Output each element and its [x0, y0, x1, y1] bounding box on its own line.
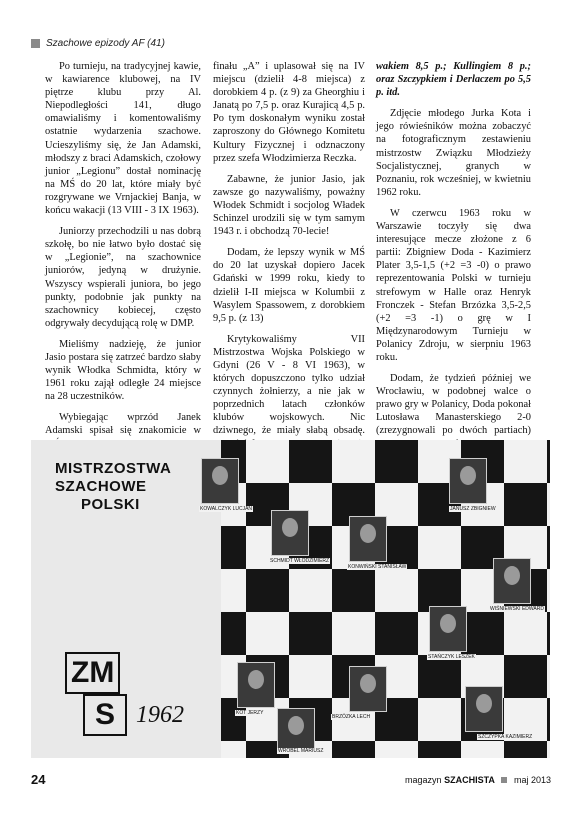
photo-year: 1962 — [136, 702, 184, 728]
section-title: Szachowe epizody AF (41) — [46, 37, 165, 49]
photo-title — [55, 460, 205, 514]
zms-logo-zm: ZM — [65, 652, 120, 694]
magazine-name: SZACHISTA — [444, 775, 495, 785]
paragraph: Juniorzy przechodzili u nas dobrą szkołę, bo nie łatwo było dostać się w „Legionie”, na szachownice juniorów, jedyną w drużynie. Wszyscy wspierali juniora, bo jego punkty, podobnie jak punkty na szachownicy kobiecej, często odgrywały decydującą rolę w DMP. — [45, 226, 201, 329]
page-number: 24 — [31, 772, 46, 787]
section-header — [31, 36, 165, 50]
photo-title-line: MISTRZOSTWA — [55, 460, 172, 477]
player-portrait — [271, 510, 309, 556]
issue-date: maj 2013 — [513, 775, 551, 785]
photo-title-line: SZACHOWE — [55, 478, 147, 495]
player-label: JANUSZ ZBIGNIEW — [450, 506, 496, 512]
paragraph: Zabawne, że junior Jasio, jak zawsze go nazywaliśmy, poważny Włodek Schmidt i socjolog Władek Schinzel urodzili się w tym samym 1943 r. i obchodzą 70-lecie! — [213, 173, 365, 238]
zms-logo-s: S — [83, 694, 127, 736]
zms-logo — [65, 652, 127, 736]
player-label: KOWALCZYK LUCJAN — [200, 506, 253, 512]
magazine-prefix: magazyn — [405, 775, 442, 785]
paragraph: Mieliśmy nadzieję, że junior Jasio postara się zatrzeć bardzo słaby wynik Włodka Schmidta, który w 1961 roku zajął odległe 24 miejsce na 28 uczestników. — [45, 338, 201, 403]
player-portrait — [493, 558, 531, 604]
article-column-2 — [213, 60, 365, 472]
player-portrait — [349, 516, 387, 562]
photo-title-panel — [31, 440, 221, 758]
player-portrait — [465, 686, 503, 732]
player-label: KOT JERZY — [236, 710, 264, 716]
paragraph: finału „A” i uplasował się na IV miejscu (dzielił 4-8 miejsca) z dorobkiem 4 p. (z 9) za Gheorghiu i Janatą po 7,5 p. oraz Kurajicą 4,5 p. Po tym doskonałym wyniku został zaproszony do Głównego Komitetu Kultury Fizycznej i odznaczony przez szefa Włodzimierza Reczka. — [213, 61, 365, 164]
player-portrait — [201, 458, 239, 504]
paragraph: W czerwcu 1963 roku w Warszawie toczyły się dwa interesujące mecze złożone z 6 partii: Zbigniew Doda - Kazimierz Plater 3,5-1,5 (+2 =3 -0) o prawo reprezentowania Polski w turnieju strefowym w Halle oraz Henryk Fronczek - Stefan Brzózka 3,5-2,5 (+2 =3 -1) o grę w I Międzynarodowym Turnieju w Polanicy Zdroju, w sierpniu 1963 roku. — [376, 207, 531, 363]
paragraph: Wybiegając wprzód Janek Adamski spisał się znakomicie w — [45, 412, 201, 437]
championship-photo — [31, 440, 550, 758]
separator-square-icon — [501, 777, 507, 783]
player-label: SCHMIDT WŁODZIMIERZ — [270, 558, 330, 564]
player-label: STAŃCZYK LESZEK — [428, 654, 475, 660]
player-label: KONWIŃSKI STANISŁAW — [348, 564, 407, 570]
player-label: BRZÓZKA LECH — [332, 714, 371, 720]
player-portrait — [429, 606, 467, 652]
article-column-1 — [45, 60, 201, 459]
section-marker-icon — [31, 39, 40, 48]
paragraph: Dodam, że lepszy wynik w MŚ do 20 lat uzyskał dopiero Jacek Gdański w 1999 roku, kiedy to dzielił I-II miejsca w Kolumbii z Wasylem Spassowem, z dorobkiem 9,5 p. (z 13) — [213, 247, 365, 324]
magazine-footer — [405, 775, 551, 785]
paragraph: Zdjęcie młodego Jurka Kota i jego rówieśników można zobaczyć na fotograficznym zestawieniu mistrzostw Związku Młodzieży Socjalistycznej, granych w Poznaniu, rok wcześniej, w kwietniu 1962 roku. — [376, 108, 531, 198]
player-label: WIŚNIEWSKI EDWARD — [490, 606, 544, 612]
player-portrait — [449, 458, 487, 504]
player-portrait — [237, 662, 275, 708]
player-label: WROBEL MARIUSZ — [278, 748, 324, 754]
article-column-3 — [376, 60, 531, 485]
player-portrait — [349, 666, 387, 712]
photo-title-line: POLSKI — [81, 496, 140, 513]
player-label: SZCZYPKA KAZIMIERZ — [478, 734, 533, 740]
paragraph: Dodam, że tydzień później we Wrocławiu, w podobnej walce o prawo gry w Polanicy, Doda pokonał Lutosława Manasterskiego 2-0 (zrezygnowali po dwóch partiach) — [376, 373, 531, 437]
paragraph-text: Krytykowaliśmy VII Mistrzostwa Wojska Polskiego w Gdyni (26 V - 8 VI 1963), w których dopuszczono tylko udział czynnych żołnierzy, a nie jak w poprzednich latach członków klubów wojskowych. Nic dziwnego, że miały słabą obsadę. — [213, 333, 365, 437]
paragraph-emphasis: wakiem 8,5 p.; Kullingiem 8 p.; oraz Szczypkiem i Derlaczem po 5,5 p. itd. — [376, 61, 531, 99]
paragraph: Po turnieju, na tradycyjnej kawie, w kawiarence klubowej, na IV piętrze klubu przy Al. Niepodległości 141, długo omawialiśmy i komentowaliśmy ostatnie wydarzenia szachowe. Ucieszyliśmy się, że Jan Adamski, młodszy z braci Adamskich, czołowy junior „Legionu” dostał nominację na MŚ do 20 lat, które miały być rozgrywane we Vrnjackiej Banja, w końcu wakacji (13 VIII - 3 IX 1963). — [45, 61, 201, 217]
